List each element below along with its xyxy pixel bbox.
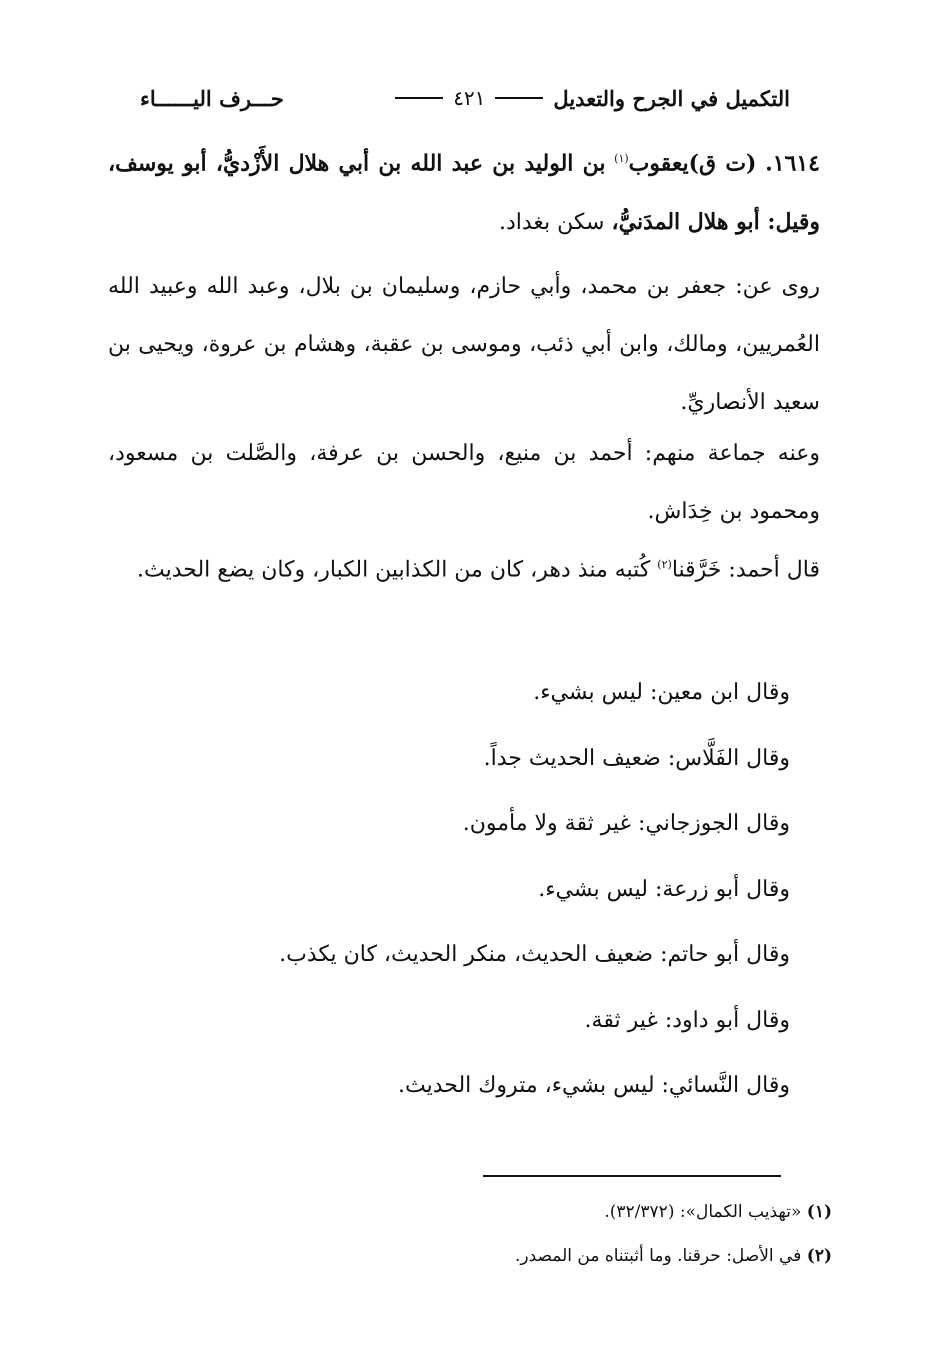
footnote-text: «تهذيب الكمال»: (٣٢/٣٧٢). <box>604 1202 802 1222</box>
header-book-group <box>385 86 790 111</box>
header-section-title: حـــرف اليــــــاء <box>140 85 284 111</box>
footnote-marker-1: (١) <box>614 152 629 165</box>
header-book-title: التكميل في الجرح والتعديل <box>553 85 790 111</box>
saying-line: وقال أبو داود: غير ثقة. <box>584 1007 790 1033</box>
ahmad-said-pre: قال أحمد: خَرَّقنا <box>671 557 820 583</box>
footnote-item <box>132 1234 832 1278</box>
entry-name: يعقوب <box>628 150 689 177</box>
footnotes <box>132 1190 832 1278</box>
running-header <box>140 78 790 118</box>
sayings-list <box>108 660 790 1119</box>
header-page-number: ٤٢١ <box>453 86 486 110</box>
saying-line: وقال النَّسائي: ليس بشيء، متروك الحديث. <box>398 1073 790 1098</box>
entry-lineage: بن الوليد بن عبد الله بن أبي هلال الأَزْديُّ، أبو يوسف، وقيل: أبو هلال المدَنيُّ، <box>108 150 820 236</box>
ahmad-said-post: كُتبه منذ دهر، كان من الكذابين الكبار، وكان يضع الحديث. <box>137 557 651 583</box>
saying-line: وقال الجوزجاني: غير ثقة ولا مأمون. <box>462 811 790 836</box>
header-dash-line <box>395 97 443 99</box>
footnote-number: (٢) <box>806 1246 832 1266</box>
entry-residence: سكن بغداد. <box>498 210 605 236</box>
footnote-separator <box>483 1175 781 1177</box>
entry-heading <box>108 130 820 252</box>
footnote-item <box>132 1190 832 1234</box>
entry-codes: (ت ق) <box>688 150 757 177</box>
saying-line: وقال أبو حاتم: ضعيف الحديث، منكر الحديث، كان يكذب. <box>279 942 790 967</box>
saying-line: وقال أبو زرعة: ليس بشيء. <box>538 876 790 902</box>
header-dash-line <box>495 97 543 99</box>
footnote-number: (١) <box>806 1202 832 1222</box>
paragraph-narrated-by: وعنه جماعة منهم: أحمد بن منيع، والحسن بن عرفة، والصَّلت بن مسعود، ومحمود بن خِدَاش. <box>108 441 820 524</box>
paragraph-ahmad-said <box>108 536 820 599</box>
saying-line: وقال الفَلَّاس: ضعيف الحديث جداً. <box>483 745 790 771</box>
footnote-text: في الأصل: حرقنا. وما أثبتناه من المصدر. <box>514 1246 802 1266</box>
entry-number: ١٦١٤. <box>765 150 820 177</box>
paragraph-narrated-from: روى عن: جعفر بن محمد، وأبي حازم، وسليمان بن بلال، وعبد الله وعبيد الله العُمريين، ومالك، وابن أبي ذئب، وموسى بن عقبة، وهشام بن عروة، ويحيى بن سعيد الأنصاريِّ. <box>108 274 820 415</box>
saying-line: وقال ابن معين: ليس بشيء. <box>533 680 790 705</box>
footnote-marker-2: (٢) <box>657 558 672 571</box>
